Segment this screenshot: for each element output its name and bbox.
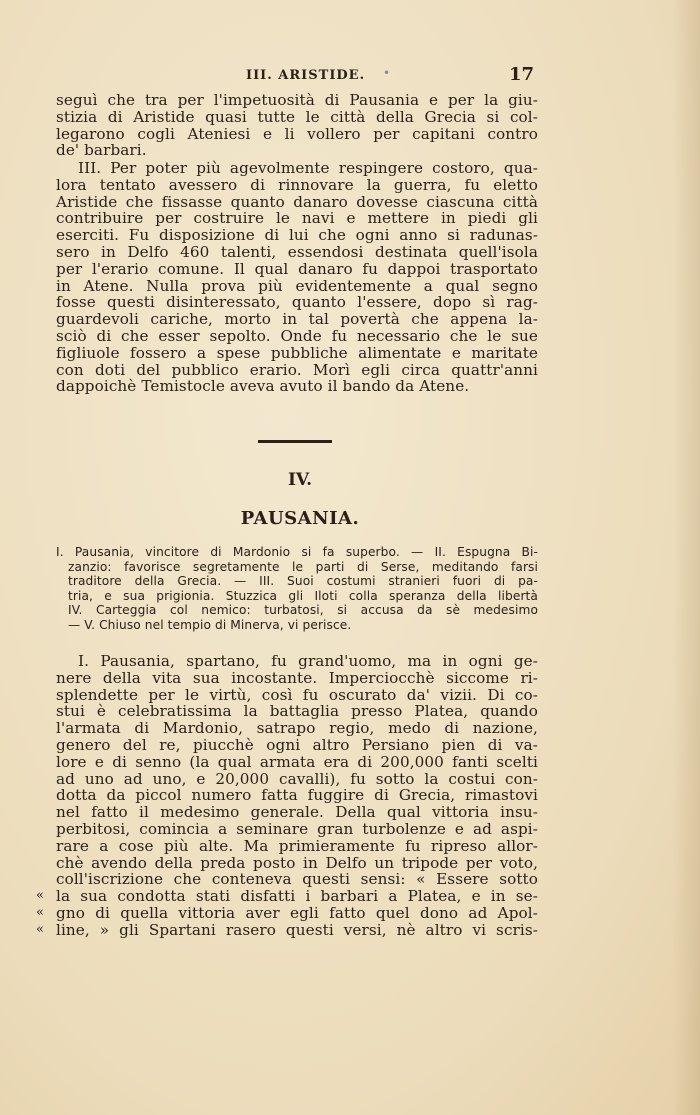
paragraph-section-iii bbox=[56, 160, 538, 395]
text-line: stui è celebratissima la battaglia presso Platea, quando bbox=[56, 702, 538, 721]
text-line: sciò di che esser sepolto. Onde fu necessario che le sue bbox=[56, 326, 538, 345]
text-line: lore e di senno (la qual armata era di 200,000 fanti scelti bbox=[56, 752, 538, 771]
text-line: lora tentato avessero di rinnovare la guerra, fu eletto bbox=[56, 175, 538, 194]
summary-line: — V. Chiuso nel tempio di Minerva, vi perisce. bbox=[68, 617, 352, 632]
text-line: I. Pausania, spartano, fu grand'uomo, ma in ogni ge- bbox=[78, 652, 538, 670]
paragraph-section-i bbox=[56, 653, 538, 939]
text-line: la sua condotta stati disfatti i barbari a Platea, e in se- bbox=[56, 887, 538, 906]
text-line: line, » gli Spartani rasero questi versi, nè altro vi scris- bbox=[56, 920, 538, 939]
chapter-summary bbox=[56, 545, 538, 633]
chapter-number: IV. bbox=[287, 470, 313, 490]
text-line: dappoichè Temistocle aveva avuto il bando da Atene. bbox=[56, 377, 470, 396]
running-head: III. ARISTIDE. bbox=[246, 68, 366, 83]
summary-line: traditore della Grecia. — III. Suoi costumi stranieri fuori di pa- bbox=[68, 574, 538, 589]
paragraph-continuation bbox=[56, 92, 538, 159]
text-line: nel fatto il medesimo generale. Della qual vittoria insu- bbox=[56, 803, 538, 822]
ornament-dot: • bbox=[383, 66, 391, 80]
text-line: perbitosi, comincia a seminare gran turbolenze e ad aspi- bbox=[56, 819, 538, 838]
text-line: rare a cose più alte. Ma primieramente fu ripreso allor- bbox=[56, 836, 538, 855]
quote-mark: « bbox=[36, 905, 44, 920]
text-line: gno di quella vittoria aver egli fatto quel dono ad Apol- bbox=[56, 903, 538, 922]
summary-line: zanzio: favorisce segretamente le parti di Serse, meditando farsi bbox=[68, 559, 538, 574]
text-line: sero in Delfo 460 talenti, essendosi destinata quell'isola bbox=[56, 242, 538, 261]
text-line: Aristide che fissasse quanto danaro dovesse ciascuna città bbox=[56, 192, 538, 211]
text-line: fosse questi disinteressato, quanto l'essere, dopo sì rag- bbox=[56, 293, 538, 312]
summary-line: I. Pausania, vincitore di Mardonio si fa superbo. — II. Espugna Bi- bbox=[56, 545, 538, 559]
text-line: dotta da piccol numero fatta fuggire di Grecia, rimastovi bbox=[56, 786, 538, 805]
section-divider bbox=[258, 440, 332, 443]
quote-mark: « bbox=[36, 922, 44, 937]
page-header bbox=[56, 62, 534, 88]
text-line: genero del re, piucchè ogni altro Persiano pien di va- bbox=[56, 735, 538, 754]
text-line: l'armata di Mardonio, satrapo regio, medo di nazione, bbox=[56, 719, 538, 738]
text-line: nere della vita sua incostante. Imperciocchè siccome ri- bbox=[56, 668, 538, 687]
text-line: guardevoli cariche, morto in tal povertà che appena la- bbox=[56, 310, 538, 329]
text-line: per l'erario comune. Il qual danaro fu dappoi trasportato bbox=[56, 259, 538, 278]
page-number: 17 bbox=[508, 64, 534, 85]
chapter-title: PAUSANIA. bbox=[240, 508, 360, 529]
summary-line: tria, e sua prigionia. Stuzzica gli Iloti colla speranza della libertà bbox=[68, 588, 538, 603]
text-line: stizia di Aristide quasi tutte le città della Grecia si col- bbox=[56, 107, 538, 126]
text-line: figliuole fossero a spese pubbliche alimentate e maritate bbox=[56, 343, 538, 362]
text-line: eserciti. Fu disposizione di lui che ogni anno si radunas- bbox=[56, 226, 538, 245]
text-line: contribuire per costruire le navi e mettere in piedi gli bbox=[56, 209, 538, 228]
text-line: con doti del pubblico erario. Morì egli circa quattr'anni bbox=[56, 360, 538, 379]
text-line: ad uno ad uno, e 20,000 cavalli), fu sotto la costui con- bbox=[56, 769, 538, 788]
text-line: in Atene. Nulla prova più evidentemente a qual segno bbox=[56, 276, 538, 295]
text-line: seguì che tra per l'impetuosità di Pausania e per la giu- bbox=[56, 91, 538, 109]
summary-line: IV. Carteggia col nemico: turbatosi, si accusa da sè medesimo bbox=[68, 603, 538, 618]
quote-mark: « bbox=[36, 888, 44, 903]
text-line: coll'iscrizione che conteneva questi sensi: « Essere sotto bbox=[56, 870, 538, 889]
text-line: legarono cogli Ateniesi e li vollero per capitani contro bbox=[56, 124, 538, 143]
text-line: splendette per le virtù, così fu oscurato da' vizii. Di co- bbox=[56, 685, 538, 704]
page-edge-shadow bbox=[672, 0, 700, 1115]
text-line: chè avendo della preda posto in Delfo un tripode per voto, bbox=[56, 853, 538, 872]
text-line: de' barbari. bbox=[56, 141, 147, 160]
text-line: III. Per poter più agevolmente respingere costoro, qua- bbox=[78, 159, 538, 177]
